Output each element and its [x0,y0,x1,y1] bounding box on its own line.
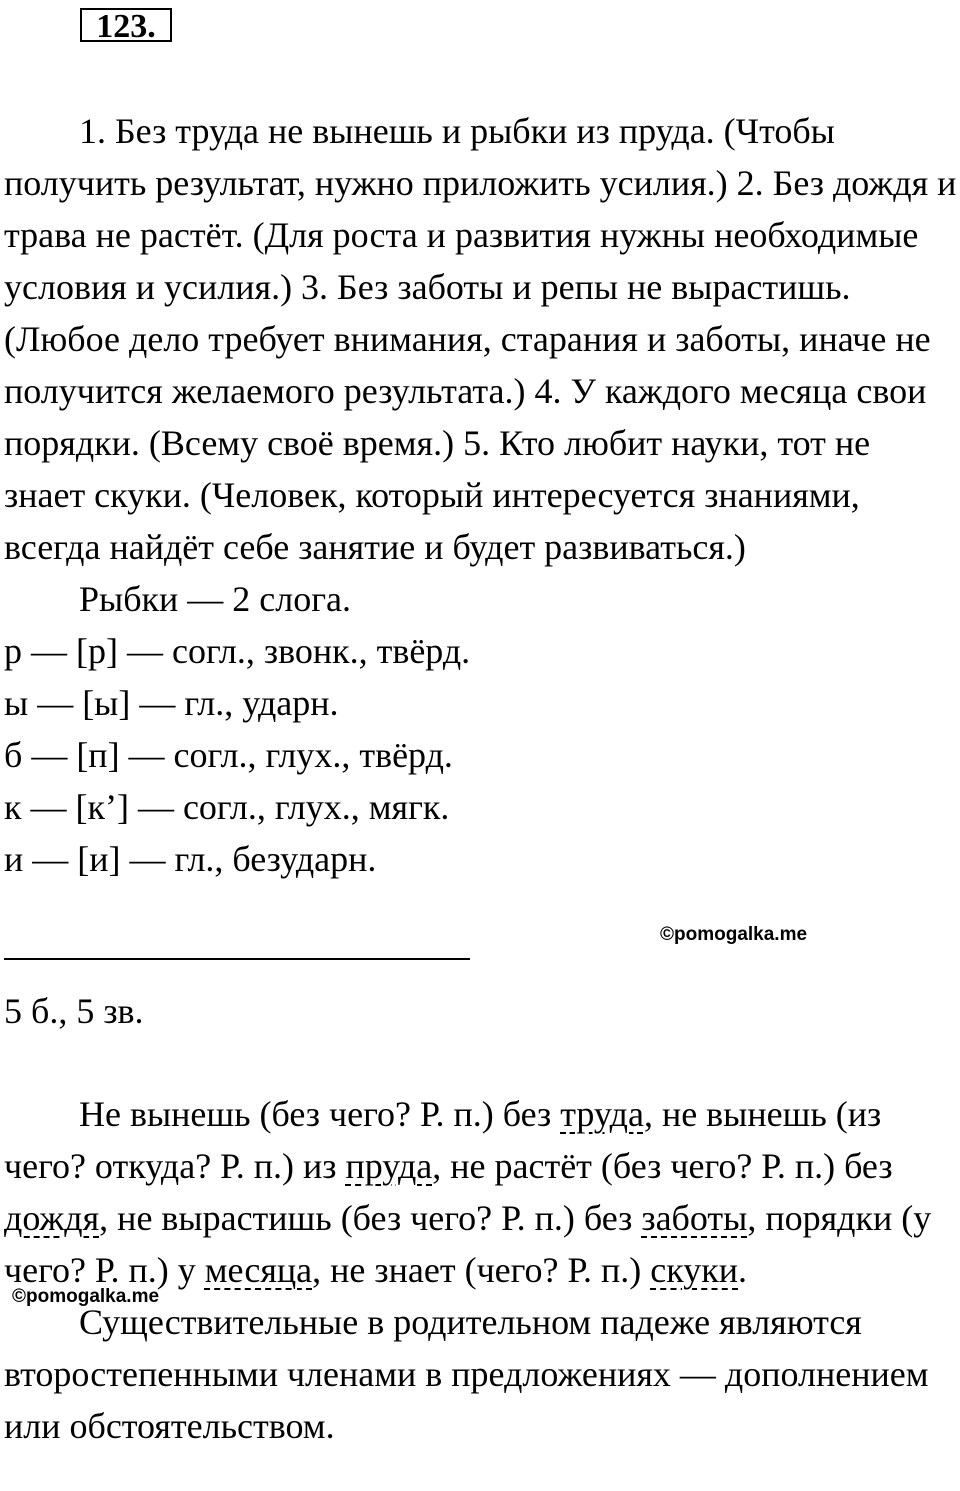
analysis-text: . [738,1250,747,1290]
analysis-text: Не вынешь (без чего? Р. п.) без [79,1094,561,1134]
underlined-noun: скуки [650,1250,738,1290]
watermark: ©pomogalka.me [660,924,808,945]
syllables-line: Рыбки — 2 слога. [79,579,351,619]
main-text [4,105,959,885]
phonetic-line: ы — [ы] — гл., ударн. [4,683,339,723]
case-analysis-paragraph [4,1088,959,1296]
divider-line [4,958,470,960]
underlined-noun: пруда [345,1146,433,1186]
task-number: 123. [80,8,172,42]
analysis-text: , не знает (чего? Р. п.) [312,1250,651,1290]
analysis-text: , не вырастишь (без чего? Р. п.) без [99,1198,642,1238]
analysis-text: , не вынешь (из чего? откуда? Р. п.) из [4,1094,882,1186]
analysis-text: , не растёт (без чего? Р. п.) без [432,1146,893,1186]
proverbs-paragraph: 1. Без труда не вынешь и рыбки из пруда. (Чтобы получить результат, нужно приложить усилия.) 2. Без дождя и трава не растёт. (Для роста и развития нужны необходимые условия и усилия.) 3. Без заботы и репы не вырастишь. (Любое дело требует внимания, старания и заботы, иначе не получится желаемого результата.) 4. У каждого месяца свои порядки. (Всему своё время.) 5. Кто любит науки, тот не знает скуки. (Человек, который интересуется знаниями, всегда найдёт себе занятие и будет развиваться.) [4,111,957,567]
summary-block [4,985,959,1037]
phonetic-line: р — [р] — согл., звонк., твёрд. [4,631,471,671]
letters-sounds-summary: 5 б., 5 зв. [4,991,144,1031]
phonetic-line: и — [и] — гл., безударн. [4,839,377,879]
watermark: ©pomogalka.me [12,1286,160,1307]
underlined-noun: заботы [641,1198,748,1238]
conclusion-paragraph: Существительные в родительном падеже являются второстепенными членами в предложениях — дополнением или обстоятельством. [4,1302,929,1446]
analysis-block [4,1088,959,1452]
analysis-text: , порядки (у чего? Р. п.) у [4,1198,932,1290]
underlined-noun: дождя [4,1198,100,1238]
underlined-noun: месяца [204,1250,313,1290]
underlined-noun: труда [560,1094,644,1134]
phonetic-line: б — [п] — согл., глух., твёрд. [4,735,453,775]
phonetic-line: к — [к’] — согл., глух., мягк. [4,787,450,827]
